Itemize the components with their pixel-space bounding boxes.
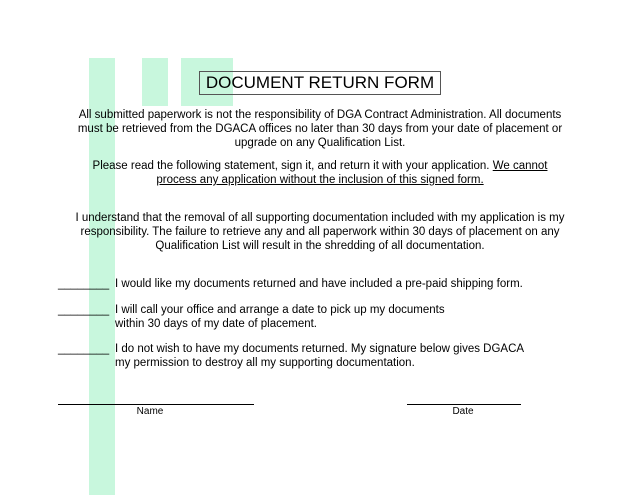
option-3-line-1: I do not wish to have my documents returned. My signature below gives DGACA xyxy=(115,343,525,355)
statement-paragraph xyxy=(40,211,600,253)
option-3-text xyxy=(115,342,524,370)
form-title: DOCUMENT RETURN FORM xyxy=(199,71,441,95)
option-2-line-1: I will call your office and arrange a date to pick up my documents xyxy=(115,304,445,316)
option-1-line-1: I would like my documents returned and have included a pre-paid shipping form. xyxy=(115,278,523,290)
option-1-text xyxy=(115,277,523,291)
instruction-paragraph xyxy=(40,159,600,187)
statement-line-1: I understand that the removal of all supporting documentation included with my application is my xyxy=(75,212,565,224)
statement-line-2: responsibility. The failure to retrieve any and all paperwork within 30 days of placement on any xyxy=(80,226,560,238)
date-signature-line[interactable] xyxy=(407,404,521,405)
intro-line-2: must be retrieved from the DGACA offices no later than 30 days from your date of placement or xyxy=(77,123,563,135)
intro-line-3: upgrade on any Qualification List. xyxy=(234,137,406,149)
option-2-text xyxy=(115,303,445,331)
highlight-band-2 xyxy=(142,58,168,106)
option-2-line-2: within 30 days of my date of placement. xyxy=(115,318,317,330)
intro-paragraph xyxy=(40,108,600,150)
instruction-underlined-1: We cannot xyxy=(492,160,548,172)
instruction-underlined-2: process any application without the inclusion of this signed form. xyxy=(156,174,484,186)
option-3-line-2: my permission to destroy all my supporting documentation. xyxy=(115,357,415,369)
intro-line-1: All submitted paperwork is not the responsibility of DGA Contract Administration. All documents xyxy=(78,109,562,121)
statement-line-3: Qualification List will result in the shredding of all documentation. xyxy=(155,240,485,252)
instruction-text: Please read the following statement, sign it, and return it with your application. xyxy=(92,160,493,172)
option-3-blank[interactable]: ________ xyxy=(58,343,110,355)
name-signature-line[interactable] xyxy=(58,404,254,405)
name-label: Name xyxy=(136,406,164,417)
option-1-blank[interactable]: ________ xyxy=(58,278,110,290)
date-label: Date xyxy=(452,406,474,417)
option-2-blank[interactable]: ________ xyxy=(58,304,110,316)
